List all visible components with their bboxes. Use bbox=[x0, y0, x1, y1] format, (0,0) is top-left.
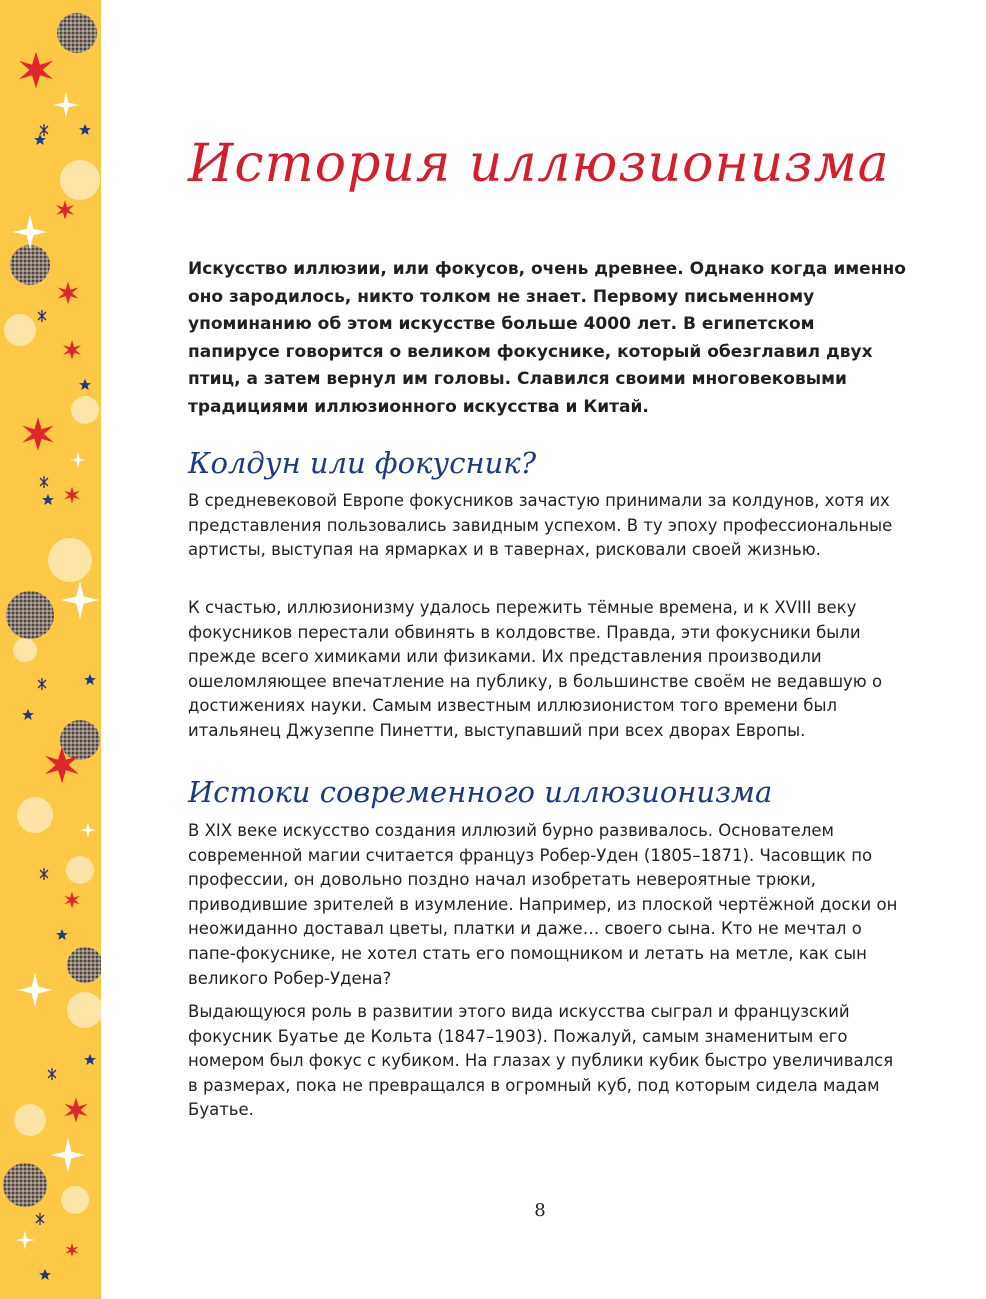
section-heading-sorcerer: Колдун или фокусник? bbox=[188, 446, 537, 480]
decorative-side-stripe bbox=[0, 0, 101, 1299]
page-number: 8 bbox=[534, 1200, 546, 1221]
section-2-paragraph-1: В XIX веке искусство создания иллюзий бурно развивалось. Основателем современной магии считается француз Робер-Уден (1805–1871). Часовщик по профессии, он довольно поздно начал изобретать невероятные трюки, приводившие зрителей в изумление. Например, из плоской чертёжной доски он неожиданно доставал цветы, платки и даже… своего сына. Кто не мечтал о папе-фокуснике, не хотел стать его помощником и летать на метле, как сын великого Робер-Удена? bbox=[188, 821, 898, 988]
section-1-paragraph-2: К счастью, иллюзионизму удалось пережить тёмные времена, и к XVIII веку фокусников перестали обвинять в колдовстве. Правда, эти фокусники были прежде всего химиками или физиками. Их представления производили ошеломляющее впечатление на публику, в большинстве своём не ведавшую о достижениях науки. Самым известным иллюзионистом того времени был итальянец Джузеппе Пинетти, выступавший при всех дворах Европы. bbox=[188, 598, 883, 740]
stars-and-dots-decoration bbox=[0, 0, 101, 1299]
page-title: История иллюзионизма bbox=[188, 134, 890, 194]
intro-paragraph: Искусство иллюзии, или фокусов, очень древнее. Однако когда именно оно зародилось, никто толком не знает. Первому письменному упоминанию об этом искусстве больше 4000 лет. В египетском папирусе говорится о великом фокуснике, который обезглавил двух птиц, а затем вернул им головы. Славился своими многовековыми традициями иллюзионного искусства и Китай. bbox=[188, 259, 906, 417]
section-heading-modern-origins: Истоки современного иллюзионизма bbox=[188, 775, 773, 809]
section-2-paragraph-2: Выдающуюся роль в развитии этого вида искусства сыграл и французский фокусник Буатье де Кольта (1847–1903). Пожалуй, самым знаменитым его номером был фокус с кубиком. На глазах у публики кубик быстро увеличивался в размерах, пока не превращался в огромный куб, под которым сидела мадам Буатье. bbox=[188, 1002, 894, 1120]
section-1-paragraph-1: В средневековой Европе фокусников зачастую принимали за колдунов, хотя их представления пользовались завидным успехом. В ту эпоху профессиональные артисты, выступая на ярмарках и в тавернах, рисковали своей жизнью. bbox=[188, 491, 893, 560]
